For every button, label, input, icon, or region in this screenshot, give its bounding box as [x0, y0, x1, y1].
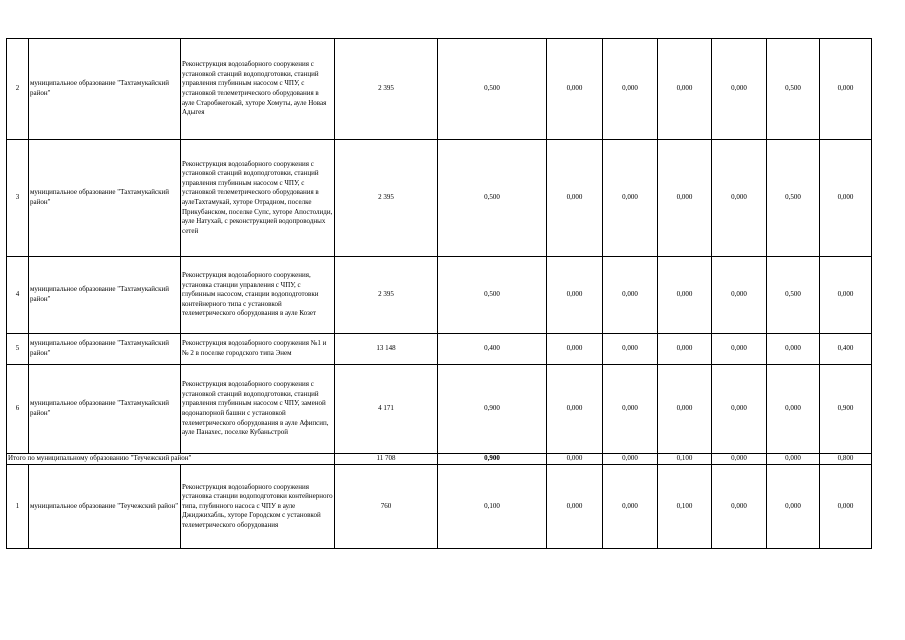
row-number: 6 — [7, 365, 29, 454]
value-cell: 0,000 — [712, 334, 767, 365]
value-cell: 0,000 — [658, 257, 712, 334]
project-description-cell: Реконструкция водозаборного сооружения установка станции водоподготовки контейнерного типа, глубинного насоса с ЧПУ в ауле Джиджихабль, хуторе Городском с установкой телеметрического оборудования — [181, 465, 335, 549]
project-description-cell: Реконструкция водозаборного сооружения с установкой станций водоподготовки, станций управления глубинным насосом с ЧПУ, заменой водонапорной башни с установкой телеметрического оборудования в ауле Афипсип, ауле Панахес, поселке Кубаньстрой — [181, 365, 335, 454]
value-cell: 0,000 — [712, 257, 767, 334]
municipality-cell: муниципальное образование "Тахтамукайский район" — [29, 257, 181, 334]
value-cell: 0,000 — [603, 465, 658, 549]
value-cell: 0,000 — [603, 365, 658, 454]
value-cell: 0,000 — [547, 465, 603, 549]
total-amount: 11 708 — [335, 454, 438, 465]
table-row — [7, 334, 872, 365]
value-cell: 0,500 — [438, 257, 547, 334]
value-cell: 0,000 — [820, 140, 872, 257]
amount-cell: 13 148 — [335, 334, 438, 365]
value-cell: 0,100 — [658, 465, 712, 549]
value-cell: 0,000 — [603, 334, 658, 365]
amount-cell: 760 — [335, 465, 438, 549]
value-cell: 0,900 — [820, 365, 872, 454]
value-cell: 0,000 — [547, 365, 603, 454]
table-row — [7, 365, 872, 454]
value-cell: 0,400 — [438, 334, 547, 365]
amount-cell: 2 395 — [335, 39, 438, 140]
total-value: 0,000 — [767, 454, 820, 465]
value-cell: 0,500 — [767, 39, 820, 140]
value-cell: 0,000 — [820, 257, 872, 334]
value-cell: 0,000 — [603, 39, 658, 140]
amount-cell: 2 395 — [335, 140, 438, 257]
row-number: 5 — [7, 334, 29, 365]
value-cell: 0,000 — [603, 257, 658, 334]
table-row — [7, 257, 872, 334]
value-cell: 0,000 — [658, 140, 712, 257]
value-cell: 0,000 — [712, 365, 767, 454]
value-cell: 0,000 — [658, 365, 712, 454]
project-description-cell: Реконструкция водозаборного сооружения, установка станции управления с ЧПУ, с глубинным насосом, станции водоподготовки контейнерного типа с установкой телеметрического оборудования в ауле Козет — [181, 257, 335, 334]
value-cell: 0,000 — [547, 140, 603, 257]
total-value: 0,100 — [658, 454, 712, 465]
total-label: Итого по муниципальному образованию "Теучежский район" — [7, 454, 335, 465]
row-number: 2 — [7, 39, 29, 140]
project-description-cell: Реконструкция водозаборного сооружения с установкой станций водоподготовки, станций управления глубинным насосом с ЧПУ, с установкой телеметрического оборудования в аулеТахтамукай, хуторе Отрадном, поселке Прикубанском, поселке Супс, хуторе Апостолиди, ауле Натухай, с реконструкцией водопроводных сетей — [181, 140, 335, 257]
total-value: 0,900 — [438, 454, 547, 465]
municipality-cell: муниципальное образование "Тахтамукайский район" — [29, 334, 181, 365]
row-number: 4 — [7, 257, 29, 334]
value-cell: 0,500 — [767, 257, 820, 334]
value-cell: 0,000 — [547, 39, 603, 140]
value-cell: 0,900 — [438, 365, 547, 454]
value-cell: 0,000 — [547, 257, 603, 334]
total-value: 0,800 — [820, 454, 872, 465]
value-cell: 0,000 — [658, 334, 712, 365]
total-row — [7, 454, 872, 465]
project-description-cell: Реконструкция водозаборного сооружения №1 и № 2 в поселке городского типа Энем — [181, 334, 335, 365]
value-cell: 0,000 — [547, 334, 603, 365]
total-value: 0,000 — [547, 454, 603, 465]
amount-cell: 2 395 — [335, 257, 438, 334]
municipality-cell: муниципальное образование "Тахтамукайский район" — [29, 39, 181, 140]
total-value: 0,000 — [603, 454, 658, 465]
value-cell: 0,000 — [603, 140, 658, 257]
total-value: 0,000 — [712, 454, 767, 465]
row-number: 3 — [7, 140, 29, 257]
amount-cell: 4 171 — [335, 365, 438, 454]
value-cell: 0,500 — [767, 140, 820, 257]
value-cell: 0,000 — [712, 39, 767, 140]
value-cell: 0,000 — [820, 39, 872, 140]
row-number: 1 — [7, 465, 29, 549]
value-cell: 0,000 — [767, 365, 820, 454]
value-cell: 0,000 — [712, 465, 767, 549]
table-row — [7, 39, 872, 140]
table-row — [7, 465, 872, 549]
table-row — [7, 140, 872, 257]
value-cell: 0,000 — [767, 465, 820, 549]
municipality-cell: муниципальное образование "Теучежский район" — [29, 465, 181, 549]
value-cell: 0,000 — [658, 39, 712, 140]
project-description-cell: Реконструкция водозаборного сооружения с установкой станций водоподготовки, станций управления глубинным насосом с ЧПУ, с установкой телеметрического оборудования в ауле Старобжегокай, хуторе Хомуты, ауле Новая Адыгея — [181, 39, 335, 140]
municipality-cell: муниципальное образование "Тахтамукайский район" — [29, 365, 181, 454]
municipality-cell: муниципальное образование "Тахтамукайский район" — [29, 140, 181, 257]
value-cell: 0,500 — [438, 140, 547, 257]
value-cell: 0,500 — [438, 39, 547, 140]
value-cell: 0,000 — [820, 465, 872, 549]
investment-table — [6, 38, 872, 549]
value-cell: 0,000 — [712, 140, 767, 257]
value-cell: 0,400 — [820, 334, 872, 365]
value-cell: 0,100 — [438, 465, 547, 549]
value-cell: 0,000 — [767, 334, 820, 365]
